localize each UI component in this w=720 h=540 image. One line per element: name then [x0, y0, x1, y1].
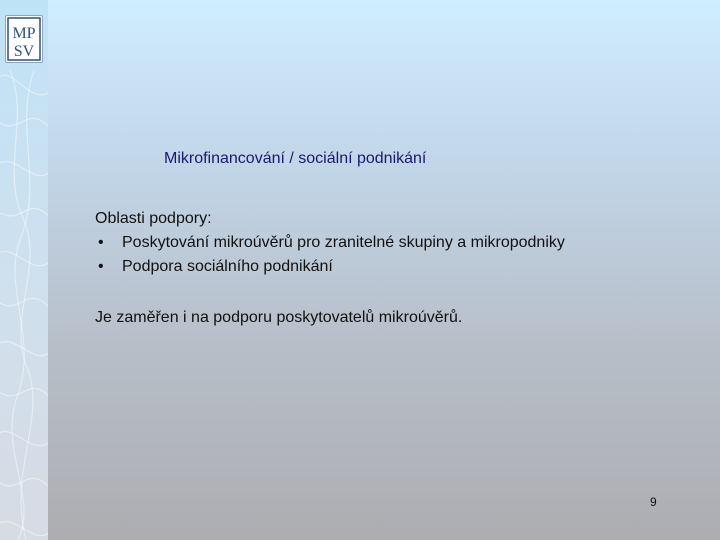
bullet-icon: •	[98, 234, 104, 251]
bullet-list	[95, 231, 655, 279]
intro-text: Oblasti podpory:	[95, 210, 212, 227]
bullet-item	[95, 255, 655, 279]
bullet-icon: •	[98, 258, 104, 275]
slide-body	[95, 207, 655, 330]
slide-title: Mikrofinancování / sociální podnikání	[164, 150, 427, 167]
closing-text: Je zaměřen i na podporu poskytovatelů mikroúvěrů.	[95, 309, 463, 326]
logo-text-line1: MP	[12, 25, 36, 42]
page-number: 9	[650, 495, 657, 509]
bullet-text: Podpora sociálního podnikání	[122, 258, 333, 275]
bullet-text: Poskytování mikroúvěrů pro zranitelné skupiny a mikropodniky	[122, 234, 565, 251]
logo-text-line2: SV	[13, 43, 35, 60]
side-panel	[0, 0, 48, 540]
decorative-pattern	[0, 0, 48, 540]
mpsv-logo	[5, 15, 43, 63]
bullet-item	[95, 231, 655, 255]
